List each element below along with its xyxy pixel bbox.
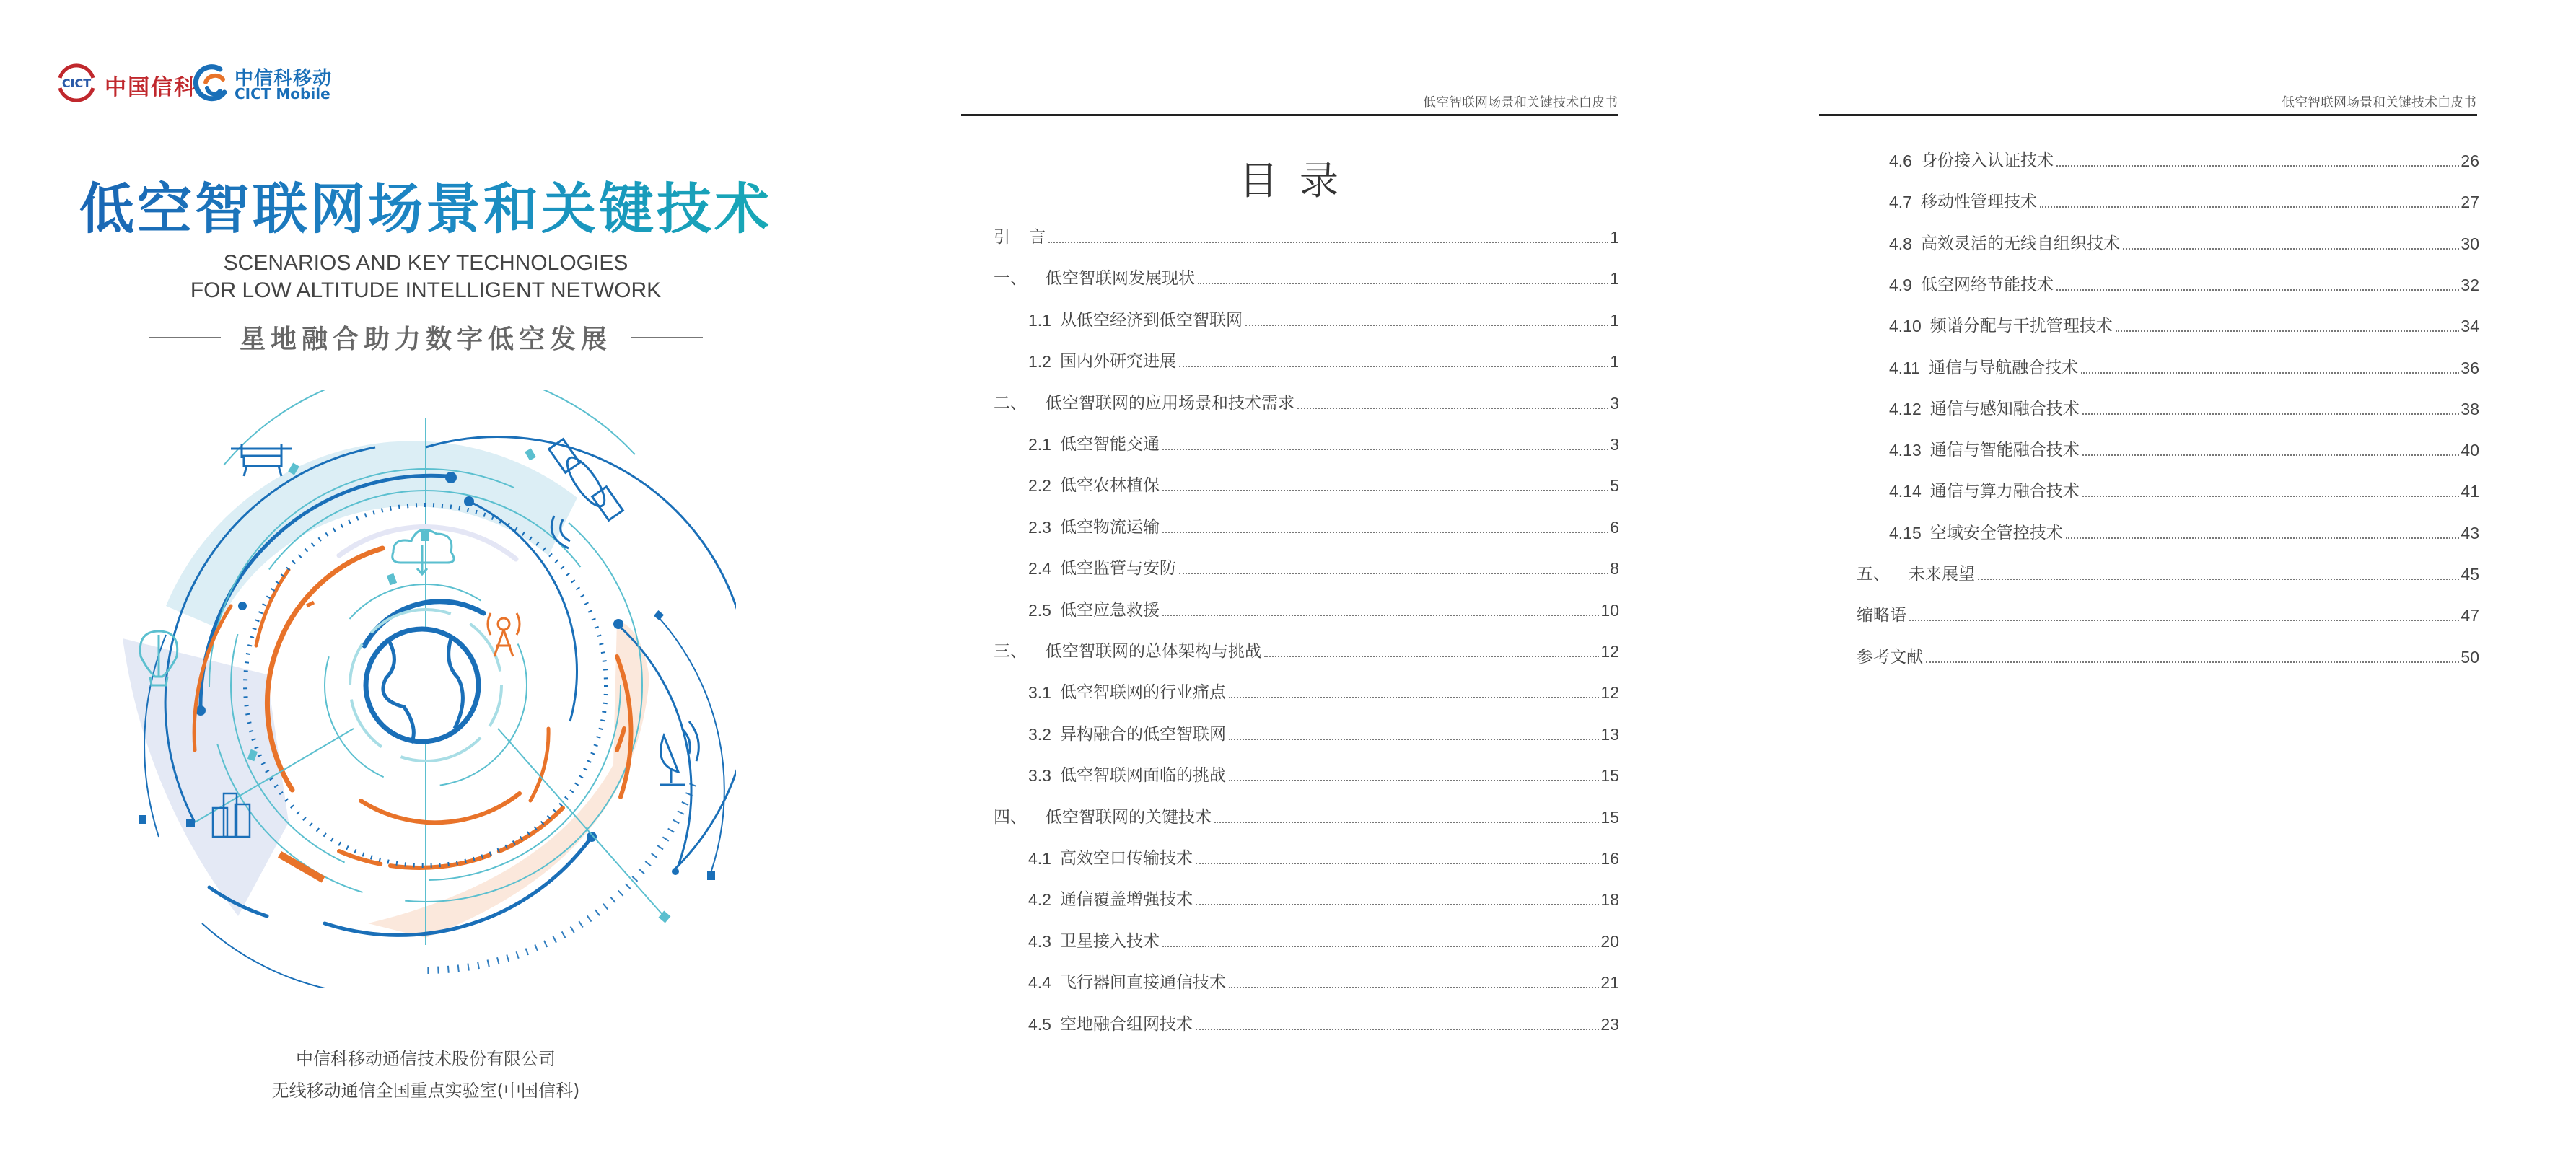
toc-entry[interactable] — [994, 224, 1619, 247]
toc-entry[interactable] — [1028, 514, 1619, 537]
dot-leader — [2082, 454, 2460, 456]
dot-leader — [1179, 573, 1608, 574]
organization-2: 无线移动通信全国重点实验室(中国信科) — [271, 1081, 580, 1101]
toc-entry-page: 16 — [1600, 849, 1619, 868]
toc-entry-page: 23 — [1600, 1014, 1619, 1034]
toc-entry-number: 五、 — [1857, 564, 1890, 583]
toc-entry-page: 1 — [1610, 228, 1619, 247]
toc-entry-page: 3 — [1610, 393, 1619, 413]
toc-entry-number: 二、 — [994, 392, 1027, 412]
dot-leader — [1198, 283, 1608, 284]
dot-leader — [1048, 242, 1608, 243]
toc-entry-page: 30 — [2461, 234, 2479, 253]
header-rule — [961, 114, 1618, 116]
toc-entry[interactable] — [1028, 845, 1619, 869]
toc-entry-page: 12 — [1600, 683, 1619, 703]
toc-entry-label: 国内外研究进展 — [1059, 351, 1176, 371]
dot-leader — [1196, 904, 1599, 905]
toc-entry-number: 4.13 — [1889, 441, 1922, 460]
toc-entry[interactable] — [1889, 478, 2479, 501]
cover-subtitle-en-line2: FOR LOW ALTITUDE INTELLIGENT NETWORK — [190, 278, 662, 302]
toc-entry-number: 4.12 — [1889, 399, 1922, 418]
drone-icon — [231, 444, 292, 476]
toc-entry[interactable] — [1857, 602, 2479, 625]
toc-entry[interactable] — [1889, 313, 2479, 336]
toc-entry[interactable] — [1028, 431, 1619, 454]
dot-leader — [2040, 206, 2459, 208]
toc-entry-page: 12 — [1600, 642, 1619, 661]
toc-entry-number: 4.15 — [1889, 523, 1922, 542]
toc-entry-page: 38 — [2461, 399, 2479, 418]
dot-leader — [1229, 697, 1599, 698]
dot-leader — [1229, 780, 1599, 781]
toc-entry-label: 低空智联网的行业痛点 — [1059, 682, 1226, 702]
toc-entry[interactable] — [1857, 644, 2479, 667]
toc-entry[interactable] — [1889, 396, 2479, 419]
dot-leader — [1162, 532, 1608, 533]
cict-mobile-name-en: CICT Mobile — [235, 85, 330, 102]
toc-entry-label: 移动性管理技术 — [1920, 192, 2037, 211]
toc-entry-label: 异构融合的低空智联网 — [1059, 724, 1226, 743]
toc-entry-label: 通信覆盖增强技术 — [1059, 889, 1193, 909]
toc-entry-label: 低空智联网面临的挑战 — [1059, 765, 1226, 785]
toc-entry-label: 低空智联网的应用场景和技术需求 — [1046, 392, 1294, 412]
toc-entry[interactable] — [1028, 1011, 1619, 1034]
dot-leader — [1229, 987, 1599, 988]
toc-entry-page: 15 — [1600, 807, 1619, 827]
toc-entry-label: 频谱分配与干扰管理技术 — [1929, 316, 2113, 335]
toc-entry-number: 2.4 — [1028, 559, 1051, 579]
toc-entry-page: 20 — [1600, 931, 1619, 951]
toc-entry-number: 4.8 — [1889, 234, 1912, 253]
toc-entry-page: 13 — [1600, 724, 1619, 744]
toc-entry-label: 通信与算力融合技术 — [1929, 481, 2080, 501]
toc-entry[interactable] — [1028, 887, 1619, 910]
toc-entry[interactable] — [1028, 721, 1619, 744]
dot-leader — [2081, 372, 2459, 374]
toc-entry-number: 3.2 — [1028, 724, 1051, 744]
toc-entry-label: 空域安全管控技术 — [1929, 522, 2063, 542]
toc-entry-page: 26 — [2461, 151, 2479, 170]
toc-entry-page: 15 — [1600, 766, 1619, 786]
toc-entry-page: 21 — [1600, 973, 1619, 993]
cover-tagline: 星地融合助力数字低空发展 — [239, 325, 612, 354]
toc-entry[interactable] — [1889, 355, 2479, 378]
toc-entry-page: 47 — [2461, 606, 2479, 625]
toc-entry-number: 四、 — [994, 806, 1027, 826]
toc-entry[interactable] — [1028, 348, 1619, 372]
toc-entry[interactable] — [1889, 231, 2479, 254]
dot-leader — [1162, 490, 1608, 491]
toc-entry-number: 3.3 — [1028, 766, 1051, 786]
toc-entry-page: 1 — [1610, 310, 1619, 330]
toc-entry[interactable] — [1028, 680, 1619, 703]
toc-entry-page: 50 — [2461, 647, 2479, 667]
toc-entry-page: 3 — [1610, 435, 1619, 454]
toc-entry[interactable] — [1028, 762, 1619, 786]
toc-entry[interactable] — [1028, 555, 1619, 579]
toc-entry-page: 6 — [1610, 517, 1619, 537]
toc-entry-page: 34 — [2461, 317, 2479, 336]
toc-entry-number: 4.1 — [1028, 849, 1051, 868]
toc-entry-label: 空地融合组网技术 — [1059, 1014, 1193, 1033]
running-header: 低空智联网场景和关键技术白皮书 — [2282, 95, 2476, 110]
dot-leader — [2066, 537, 2460, 539]
toc-entry-label: 飞行器间直接通信技术 — [1059, 972, 1226, 992]
toc-entry-number: 4.3 — [1028, 931, 1051, 951]
dot-leader — [2082, 496, 2460, 497]
lavender-fill — [123, 638, 289, 916]
toc-entry-label: 高效空口传输技术 — [1059, 848, 1193, 867]
toc-entry[interactable] — [1889, 272, 2479, 295]
toc-entry[interactable] — [1028, 970, 1619, 993]
cict-mark-text: CICT — [61, 76, 92, 90]
dot-leader — [2123, 248, 2459, 250]
toc-entry[interactable] — [1028, 928, 1619, 951]
toc-entry-number: 4.4 — [1028, 973, 1051, 993]
toc-entry-number: 1.1 — [1028, 310, 1051, 330]
toc-entry[interactable] — [994, 638, 1619, 661]
toc-entry[interactable] — [1889, 437, 2479, 460]
dot-leader — [1162, 449, 1608, 450]
toc-entry-number: 引 — [994, 227, 1010, 246]
toc-entry-page: 41 — [2461, 482, 2479, 501]
dot-leader — [1179, 366, 1608, 367]
toc-entry-number: 4.10 — [1889, 317, 1922, 336]
cict-mobile-name-cn: 中信科移动 — [235, 68, 333, 89]
toc-entry-number: 4.11 — [1889, 358, 1921, 377]
cover-tagline-row — [0, 319, 851, 356]
toc-entry-number: 1.2 — [1028, 352, 1051, 372]
toc-entry[interactable] — [1889, 148, 2479, 171]
dot-leader — [1978, 579, 2459, 580]
globe-icon — [366, 629, 478, 743]
divider — [631, 337, 703, 338]
toc-entry-page: 27 — [2461, 193, 2479, 212]
toc-entry[interactable] — [994, 804, 1619, 827]
toc-entry-label: 缩略语 — [1857, 605, 1906, 625]
toc-entry-page: 32 — [2461, 275, 2479, 294]
toc-entry-page: 40 — [2461, 441, 2479, 460]
toc-entry[interactable] — [1857, 561, 2479, 584]
toc-entry-label: 参考文献 — [1857, 646, 1923, 666]
dot-leader — [1162, 946, 1599, 947]
toc-entry-label: 低空智联网的总体架构与挑战 — [1046, 641, 1261, 660]
dot-leader — [1264, 656, 1599, 657]
cict-mobile-swirl-icon — [191, 63, 232, 104]
toc-entry-page: 18 — [1600, 890, 1619, 910]
toc-entry-page: 1 — [1610, 269, 1619, 289]
toc-entry-label: 卫星接入技术 — [1059, 931, 1160, 950]
toc-entry-label: 低空监管与安防 — [1059, 558, 1176, 578]
toc-entry[interactable] — [1028, 597, 1619, 620]
dot-leader — [1196, 1029, 1599, 1030]
toc-entry[interactable] — [994, 265, 1619, 289]
toc-entry-label: 言 — [1029, 227, 1046, 246]
toc-entry-label: 通信与感知融合技术 — [1929, 398, 2080, 418]
toc-entry[interactable] — [1889, 520, 2479, 543]
toc-entry-number: 4.14 — [1889, 482, 1922, 501]
cict-name: 中国信科 — [105, 75, 197, 100]
toc-entry-label: 高效灵活的无线自组织技术 — [1920, 233, 2120, 252]
toc-entry-label: 从低空经济到低空智联网 — [1059, 309, 1243, 329]
dot-leader — [1214, 822, 1599, 823]
toc-entry-label: 未来展望 — [1909, 564, 1975, 583]
toc-entry[interactable] — [994, 390, 1619, 413]
dot-leader — [2116, 330, 2460, 332]
toc-entry-label: 低空网络节能技术 — [1920, 274, 2054, 294]
toc-entry-page: 8 — [1610, 559, 1619, 579]
toc-entry-number: 4.9 — [1889, 275, 1912, 294]
toc-entry-number: 4.6 — [1889, 151, 1912, 170]
dot-leader — [2056, 289, 2459, 291]
toc-entry-number: 2.1 — [1028, 435, 1051, 454]
toc-entry-page: 36 — [2461, 358, 2479, 377]
toc-entry-number: 三、 — [994, 641, 1027, 660]
dot-leader — [1909, 620, 2459, 621]
toc-entry-label: 身份接入认证技术 — [1920, 151, 2054, 170]
toc-entry-label: 低空智能交通 — [1059, 434, 1160, 453]
toc-entry-number: 2.2 — [1028, 476, 1051, 496]
toc-entry-number: 2.3 — [1028, 517, 1051, 537]
toc-entry-number: 3.1 — [1028, 683, 1051, 703]
cict-logo-icon — [56, 63, 97, 102]
dot-leader — [1245, 325, 1608, 326]
dot-leader — [1162, 615, 1599, 616]
header-rule — [1819, 114, 2477, 116]
toc-entry-number: 一、 — [994, 268, 1027, 288]
dot-leader — [1297, 408, 1608, 409]
dot-leader — [2056, 165, 2459, 167]
cover-illustration — [115, 390, 736, 988]
toc-entry-page: 5 — [1610, 476, 1619, 496]
toc-entry-label: 通信与智能融合技术 — [1929, 440, 2080, 460]
toc-entry[interactable] — [1028, 472, 1619, 496]
toc-entry-number: 4.2 — [1028, 890, 1051, 910]
toc-entry-number: 4.7 — [1889, 193, 1912, 212]
cover-subtitle-en-line1: SCENARIOS AND KEY TECHNOLOGIES — [223, 251, 628, 275]
running-header: 低空智联网场景和关键技术白皮书 — [1423, 95, 1618, 110]
toc-entry-label: 低空农林植保 — [1059, 475, 1160, 495]
dot-leader — [1926, 661, 2459, 663]
toc-entry-label: 通信与导航融合技术 — [1929, 357, 2079, 377]
toc-entry-number: 4.5 — [1028, 1014, 1051, 1034]
toc-entry-page: 1 — [1610, 352, 1619, 372]
dot-leader — [2082, 413, 2460, 415]
toc-entry-label: 低空应急救援 — [1059, 599, 1160, 619]
divider — [149, 337, 221, 338]
toc-title: 目录 — [1239, 158, 1360, 203]
toc-entry-page: 45 — [2461, 565, 2479, 584]
toc-entry[interactable] — [1889, 189, 2479, 212]
cover-title: 低空智联网场景和关键技术 — [0, 179, 851, 239]
organization-1: 中信科移动通信技术股份有限公司 — [296, 1049, 556, 1069]
toc-entry[interactable] — [1028, 307, 1619, 330]
toc-entry-page: 10 — [1600, 600, 1619, 620]
dot-leader — [1196, 863, 1599, 864]
dot-leader — [1229, 739, 1599, 740]
satellite-dish-icon — [660, 721, 698, 785]
toc-entry-label: 低空智联网的关键技术 — [1046, 806, 1212, 826]
toc-entry-page: 43 — [2461, 523, 2479, 542]
toc-entry-label: 低空智联网发展现状 — [1046, 268, 1195, 288]
toc-entry-label: 低空物流运输 — [1059, 516, 1160, 536]
toc-entry-number: 2.5 — [1028, 600, 1051, 620]
